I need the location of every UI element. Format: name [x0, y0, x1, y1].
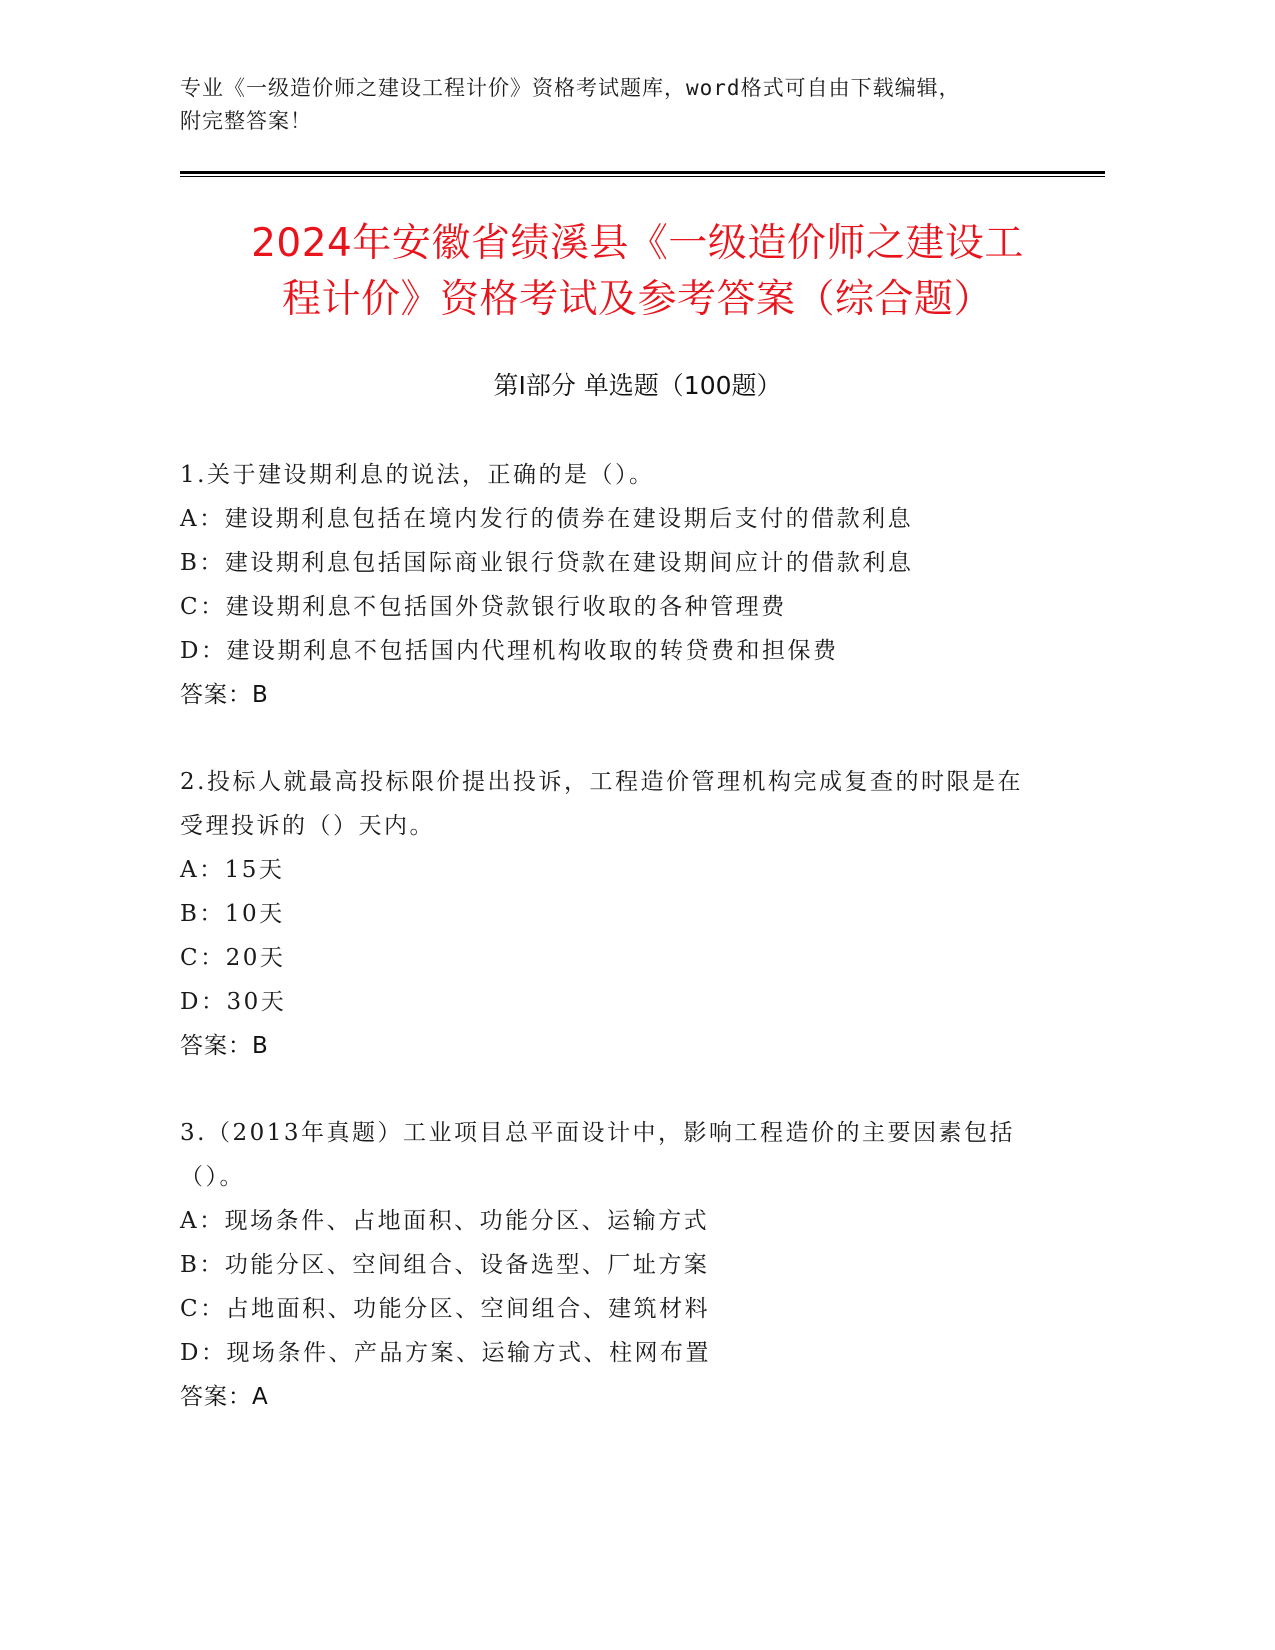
answer: 答案：A [180, 1384, 269, 1410]
option-c: C：建设期利息不包括国外贷款银行收取的各种管理费 [180, 594, 787, 620]
option-a: A：现场条件、占地面积、功能分区、运输方式 [180, 1208, 710, 1234]
question-stem: 2.投标人就最高投标限价提出投诉，工程造价管理机构完成复查的时限是在受理投诉的（）天内。 [180, 769, 1023, 839]
answer: 答案：B [180, 682, 269, 708]
page-header [180, 72, 1110, 138]
question-stem: 1.关于建设期利息的说法，正确的是（）。 [180, 462, 655, 488]
option-a: A：建设期利息包括在境内发行的债券在建设期后支付的借款利息 [180, 506, 914, 532]
answer: 答案：B [180, 1033, 269, 1059]
document-title [150, 216, 1125, 328]
header-line-2: 附完整答案！ [180, 109, 312, 133]
option-b: B：建设期利息包括国际商业银行贷款在建设期间应计的借款利息 [180, 550, 914, 576]
option-b: B：10天 [180, 901, 285, 927]
option-c: C：占地面积、功能分区、空间组合、建筑材料 [180, 1296, 711, 1322]
option-b: B：功能分区、空间组合、设备选型、厂址方案 [180, 1252, 710, 1278]
question-2 [180, 760, 1030, 1068]
question-list [180, 453, 1030, 1462]
option-d: D：现场条件、产品方案、运输方式、柱网布置 [180, 1340, 711, 1366]
option-a: A：15天 [180, 857, 285, 883]
question-1 [180, 453, 1030, 717]
header-rule-thin [180, 176, 1105, 177]
header-line-1: 专业《一级造价师之建设工程计价》资格考试题库，word格式可自由下载编辑， [180, 76, 961, 100]
header-rule-thick [180, 171, 1105, 174]
option-c: C：20天 [180, 945, 286, 971]
question-3 [180, 1111, 1030, 1419]
question-stem: 3.（2013年真题）工业项目总平面设计中，影响工程造价的主要因素包括（）。 [180, 1120, 1015, 1190]
option-d: D：建设期利息不包括国内代理机构收取的转贷费和担保费 [180, 638, 839, 664]
document-title-line-2: 程计价》资格考试及参考答案（综合题） [281, 277, 993, 322]
section-title: 第Ⅰ部分 单选题（100题） [493, 371, 782, 400]
option-d: D：30天 [180, 989, 287, 1015]
document-title-line-1: 2024年安徽省绩溪县《一级造价师之建设工 [251, 221, 1024, 266]
